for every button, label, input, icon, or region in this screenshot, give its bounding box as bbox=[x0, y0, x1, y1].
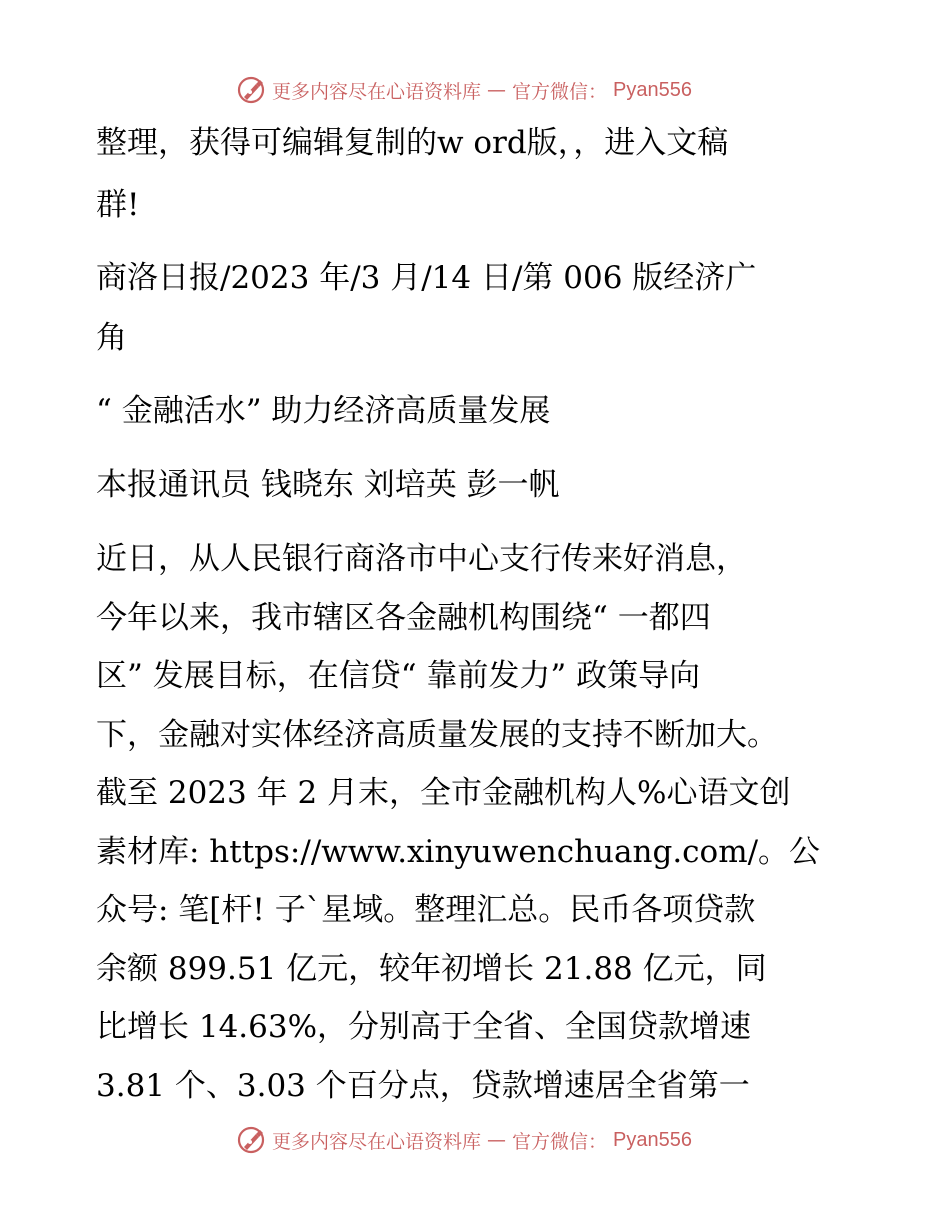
text-line: 区” 发展目标，在信贷“ 靠前发力” 政策导向 bbox=[96, 658, 701, 694]
watermark-dash: — bbox=[487, 79, 507, 101]
text-line: 商洛日报/2023 年/3 月/14 日/第 006 版经济广 bbox=[96, 260, 757, 296]
text-line: 3.81 个、3.03 个百分点，贷款增速居全省第一 bbox=[96, 1068, 750, 1104]
article-title: “ 金融活水” 助力经济高质量发展 bbox=[96, 393, 551, 429]
text-line: 角 bbox=[96, 320, 127, 356]
article-byline: 本报通讯员 钱晓东 刘培英 彭一帆 bbox=[96, 467, 560, 503]
pen-nib-logo-icon bbox=[236, 1125, 266, 1155]
watermark-main-text: 更多内容尽在心语资料库 bbox=[272, 1130, 482, 1153]
pen-nib-logo-icon bbox=[236, 75, 266, 105]
text-line: 素材库: https://www.xinyuwenchuang.com/。公 bbox=[96, 834, 821, 870]
text-line: 比增长 14.63%，分别高于全省、全国贷款增速 bbox=[96, 1009, 752, 1045]
text-line: 整理，获得可编辑复制的w ord版，，进入文稿 bbox=[96, 125, 729, 161]
text-line: 余额 899.51 亿元，较年初增长 21.88 亿元，同 bbox=[96, 951, 767, 987]
watermark-dash: — bbox=[487, 1129, 507, 1151]
text-line: 截至 2023 年 2 月末，全市金融机构人%心语文创 bbox=[96, 775, 791, 811]
text-line: 下，金融对实体经济高质量发展的支持不断加大。 bbox=[96, 717, 778, 753]
text-line: 今年以来，我市辖区各金融机构围绕“ 一都四 bbox=[96, 600, 711, 636]
text-line: 群! bbox=[96, 187, 140, 223]
watermark-main-text: 更多内容尽在心语资料库 bbox=[272, 80, 482, 103]
watermark-wechat-id: Pyan556 bbox=[613, 1128, 692, 1151]
text-line: 近日，从人民银行商洛市中心支行传来好消息， bbox=[96, 541, 747, 577]
watermark-wechat-id: Pyan556 bbox=[613, 78, 692, 101]
watermark-footer bbox=[236, 1123, 692, 1157]
text-line: 众号: 笔[杆! 子`星域。整理汇总。民币各项贷款 bbox=[96, 892, 756, 928]
watermark-header bbox=[236, 73, 692, 107]
watermark-sub-text: 官方微信： bbox=[512, 80, 608, 103]
watermark-sub-text: 官方微信： bbox=[512, 1130, 608, 1153]
